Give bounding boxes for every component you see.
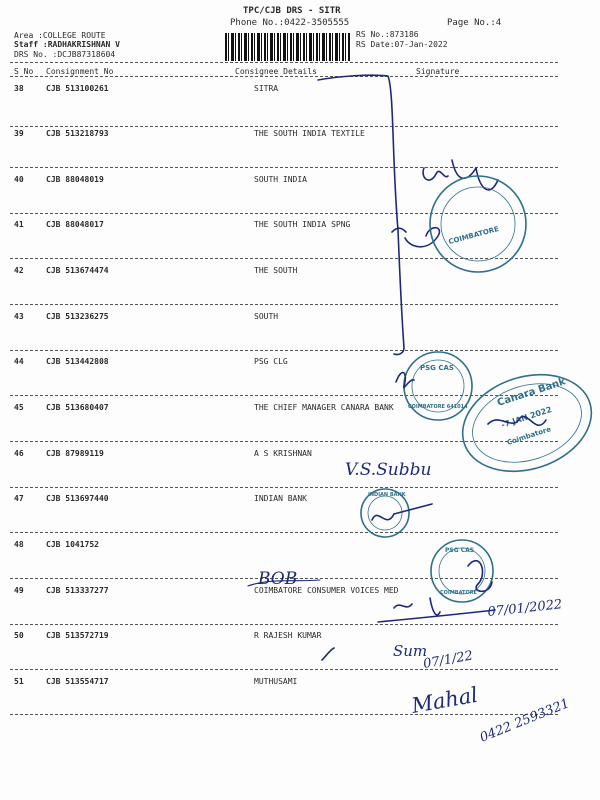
row-consignee: SITRA bbox=[254, 84, 279, 93]
row-consignee: A S KRISHNAN bbox=[254, 449, 312, 458]
canara-bank-stamp bbox=[450, 359, 600, 487]
sitra-stamp bbox=[430, 176, 526, 272]
date-49: 07/01/2022 bbox=[486, 597, 563, 620]
bracket-mark bbox=[318, 75, 404, 354]
rs-number: RS No.:873186 bbox=[356, 30, 419, 39]
row-sno: 46 bbox=[14, 449, 24, 458]
row-sno: 41 bbox=[14, 220, 24, 229]
column-header-sno: S No bbox=[14, 67, 34, 76]
row-consignment-no: CJB 513218793 bbox=[46, 129, 109, 138]
row-sno: 51 bbox=[14, 677, 24, 686]
row-consignment-no: CJB 513697440 bbox=[46, 494, 109, 503]
row-sno: 45 bbox=[14, 403, 24, 412]
row-consignee: THE CHIEF MANAGER CANARA BANK bbox=[254, 403, 394, 412]
row-consignment-no: CJB 513554717 bbox=[46, 677, 109, 686]
row-consignee: THE SOUTH INDIA TEXTILE bbox=[254, 129, 365, 138]
cas-stamp-top: PSG CAS bbox=[445, 547, 475, 554]
tick-50 bbox=[322, 648, 334, 660]
bob-handwriting: BOB bbox=[258, 569, 298, 589]
row-consignee: COIMBATORE CONSUMER VOICES MED bbox=[254, 586, 399, 595]
row-consignment-no: CJB 513337277 bbox=[46, 586, 109, 595]
psg-cas-stamp bbox=[404, 352, 472, 420]
area-label: Area :COLLEGE ROUTE bbox=[14, 31, 106, 40]
row-consignee: PSG CLG bbox=[254, 357, 288, 366]
psg-stamp-bottom: COIMBATORE 641014 bbox=[408, 404, 468, 410]
signature-46: V.S.Subbu bbox=[345, 460, 432, 480]
signature-49 bbox=[378, 598, 495, 622]
canara-stamp-title: Canara Bank bbox=[495, 376, 568, 409]
row-sno: 42 bbox=[14, 266, 24, 275]
indian-bank-stamp-text: INDIAN BANK bbox=[368, 492, 406, 498]
row-sno: 47 bbox=[14, 494, 24, 503]
row-sno: 40 bbox=[14, 175, 24, 184]
column-header-consignee: Consignee Details bbox=[235, 67, 317, 76]
psg-stamp-top: PSG CAS bbox=[420, 364, 454, 372]
row-sno: 39 bbox=[14, 129, 24, 138]
bracket-tick bbox=[392, 228, 406, 232]
drs-number: DRS No. :DCJB87318604 bbox=[14, 50, 116, 59]
row-consignment-no: CJB 87989119 bbox=[46, 449, 104, 458]
cas-stamp bbox=[431, 540, 493, 602]
signature-50: Sum bbox=[393, 642, 428, 660]
row-consignment-no: CJB 513674474 bbox=[46, 266, 109, 275]
staff-label: Staff :RADHAKRISHNAN V bbox=[14, 40, 120, 49]
phone-51: 0422 2593321 bbox=[477, 696, 572, 746]
row-consignment-no: CJB 513680407 bbox=[46, 403, 109, 412]
column-header-signature: Signature bbox=[416, 67, 460, 76]
row-consignee: SOUTH INDIA bbox=[254, 175, 307, 184]
row-consignment-no: CJB 513100261 bbox=[46, 84, 109, 93]
canara-stamp-city: Coimbatore bbox=[506, 425, 552, 447]
row-consignment-no: CJB 513236275 bbox=[46, 312, 109, 321]
row-consignee: MUTHUSAMI bbox=[254, 677, 298, 686]
row-sno: 43 bbox=[14, 312, 24, 321]
page-number: Page No.:4 bbox=[447, 18, 502, 28]
row-consignee: SOUTH bbox=[254, 312, 279, 321]
row-consignee: R RAJESH KUMAR bbox=[254, 631, 322, 640]
cas-stamp-bottom: COIMBATORE bbox=[440, 590, 477, 596]
column-header-consignment: Consignment No bbox=[46, 67, 114, 76]
canara-stamp-date: -7 JAN 2022 bbox=[500, 404, 553, 430]
signature-47 bbox=[372, 504, 432, 520]
signature-51: Mahal bbox=[409, 682, 480, 718]
indian-bank-stamp bbox=[361, 489, 409, 537]
phone-number: Phone No.:0422-3505555 bbox=[230, 18, 350, 28]
rs-date: RS Date:07-Jan-2022 bbox=[356, 40, 448, 49]
sitra-stamp-text: COIMBATORE bbox=[447, 224, 500, 247]
row-sno: 44 bbox=[14, 357, 24, 366]
row-consignment-no: CJB 513572719 bbox=[46, 631, 109, 640]
signature-44 bbox=[396, 372, 414, 387]
document-title: TPC/CJB DRS - SITR bbox=[243, 6, 341, 16]
row-consignment-no: CJB 513442808 bbox=[46, 357, 109, 366]
row-consignment-no: CJB 88048017 bbox=[46, 220, 104, 229]
row-consignee: INDIAN BANK bbox=[254, 494, 307, 503]
row-consignee: THE SOUTH INDIA SPNG bbox=[254, 220, 351, 229]
row-consignee: THE SOUTH bbox=[254, 266, 298, 275]
row-sno: 49 bbox=[14, 586, 24, 595]
row-sno: 50 bbox=[14, 631, 24, 640]
row-consignment-no: CJB 88048019 bbox=[46, 175, 104, 184]
row-sno: 48 bbox=[14, 540, 24, 549]
row-consignment-no: CJB 1041752 bbox=[46, 540, 99, 549]
date-50: 07/1/22 bbox=[422, 648, 475, 672]
row-sno: 38 bbox=[14, 84, 24, 93]
